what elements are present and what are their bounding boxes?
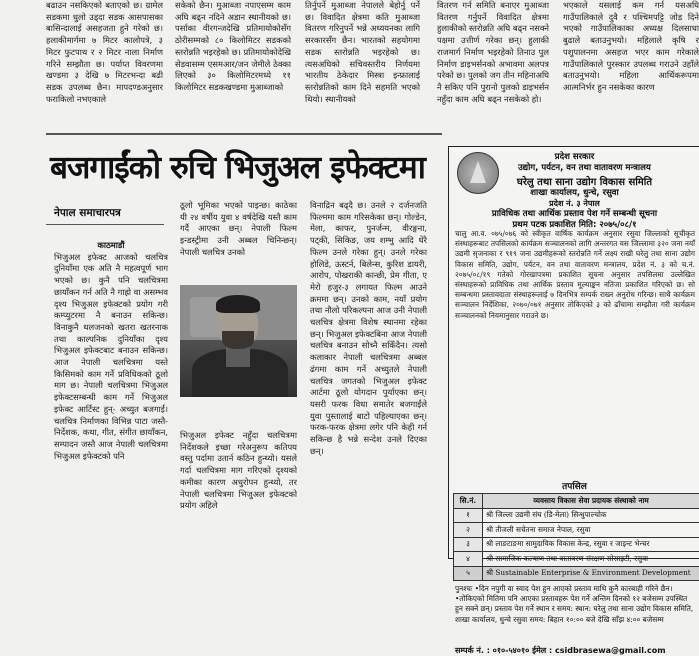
article-column-1-text: भिजुअल इफेक्ट आजको चलचित्र दुनियाँमा एक अति नै महत्वपूर्ण भाग भएको छ। कुनै पनि चलचित्रमा छायाँकन गर्न अति नै गाह्रो वा असम्भव दृश्य भिजुअल इफेक्टको प्रयोग गरी कम्प्युटरमा नै बनाउन सकिन्छ। विनाकुनै थलजनको खतरा खतरनाक तथा काल्पनिक दुनियाँका दृश्य भिजुअल इफेक्टबाट बनाउन सकिन्छ। आज नेपाली चलचित्रमा यस्ते किसिमको काम गर्ने प्रविधिकको ठूलो माग छ। नेपाली चलचित्रमा भिजुअल इफेक्टसम्बन्धी काम गर्ने भिजुअल इफेक्ट आर्टिस्ट हुन्- अच्युत बजगाईं। चलचित्र निर्माणका विभिन्न पाटा जस्तै- निर्देशक, कथा, गीत, संगीत छायाँकन, सम्पादन जस्तै आज नेपाली चलचित्रमा भिजुअल इफेक्टको पनि [54, 252, 168, 463]
article-headline: बजगाईंको रुचि भिजुअल इफेक्टमा [50, 146, 445, 190]
row-name: श्री सामाजिक कल्याण तथा वातावरण संरक्षण सोसाइटी, रसुवा [483, 552, 699, 567]
provider-table [453, 493, 699, 581]
top-column-5 [563, 0, 699, 130]
row-number: ३ [454, 537, 483, 552]
ad-contact: सम्पर्क नं. : ०१०-५४०१० ईमेल : csidbrasewa@gmail.com [455, 646, 697, 656]
row-name: श्री तीजली सचेतना समाज नेपाल, रसुवा [483, 523, 699, 538]
byline-divider [46, 224, 164, 225]
table-header-name: व्यवसाय विकास सेवा प्रदायक संस्थाको नाम [483, 494, 699, 509]
ad-table-title: तपसिल [449, 479, 699, 492]
row-number: २ [454, 523, 483, 538]
table-header-sn: सि.नं. [454, 494, 483, 509]
ad-line-2: उद्योग, पर्यटन, वन तथा वातावरण मन्त्रालय [469, 162, 699, 173]
top-column-2-text: सकेको छैन। मुआब्जा नपाएसम्म काम अघि बढ्न नदिने अडान स्थानीयको छ। पर्साका वीरगन्जदेखि प्रतिमायोकोसँग ठोरीसम्मको ८० किलोमिटर सडकको स्तरोन्नति भइरहेको छ। प्रतिमायोकोदेखि सेडवासम्म एसमआर/जन जेमीले ठेक्का लिएको ३० किलोमिटरमध्ये ११ किलोमिटर सडकखण्डमा मुआब्जाको [175, 0, 291, 94]
ad-line-5: प्रदेश नं. ३ नेपाल [449, 198, 699, 209]
ad-line-4: शाखा कार्यालय, धुन्चे, रसुवा [449, 187, 699, 198]
row-name: श्री जिल्ला उद्यमी संघ (डि-मेला) सिन्धुपाल्चोक [483, 508, 699, 523]
top-column-1-text: बढाउन नसकिएको बताएको छ। ग्रामेल सडकमा धुलो उड्दा सडक आसपासका बासिन्दालाई असहजता हुने गरेको छ। हलाकीमार्गमा ७ मिटर कालोपत्रे, ३ मिटर फुटपाथ र २ मिटर नाला निर्माण गरिने सम्झौता छ। पर्याप्त विवरणमा खण्डमा ३ देखि ७ मिटरभन्दा बढी सडक उपलब्ध छैन। मापदण्डअनुसार फराकिलो नभएकाले [46, 0, 163, 105]
government-notice-ad [448, 146, 699, 559]
article-column-2-bottom-text: भिजुअल इफेक्ट नहुँदा चलचित्रमा निर्देशकले इच्छा गरेअनुरूप कतिपय वस्तु पर्दामा उतार्न कठिन हुन्थ्यो। यसले गर्दा चलचित्रमा माग गरिएको दृश्यको कमीका कारण अधुरोपन हुन्थ्यो, तर नेपाली चलचित्रमा भिजुअल इफेक्टको प्रयोग अहिले [180, 430, 297, 512]
article-column-3 [310, 200, 427, 559]
top-column-4 [437, 0, 549, 118]
ad-body-text: चालु आ.व. ०७५/०७६ को स्वीकृत वार्षिक कार्यक्रम अनुसार रसुवा जिल्लाको सूचीकृत संस्थाहरूबाट तपसिलको कार्यक्रम सञ्चालनको लागि अन्तरगत यस जिल्लामा ३२० जना नयाँ उद्यमी सृजनाका र ९१९ जना उद्यमीहरूको स्तरोन्नति गर्ने लक्ष्य राखी घरेलु तथा साना उद्योग विकास समिति, उद्योग, पर्यटन, वन तथा वातावरण मन्त्रालय, प्रदेश नं. ३ को च.नं. २०७५/०८/१९ गतेको गोरखापत्रमा प्रकाशित सूचना अनुसार तपसिलमा उल्लेखित संस्थाहरूको प्राविधिक तथा आर्थिक प्रस्ताव मूल्याङ्कन नतिजा प्रकाशित गरिएको छ। सो सम्बन्धमा प्रस्तावदाता संस्थाहरूलाई ७ दिनभित्र सम्पर्क राख्न अनुरोध गरिन्छ। साथै कार्यक्रम सञ्चालन निर्देशिका, २०७०/०७१ अनुसार तोकिएको ३ को ढाँचामा सम्झौता गरी कार्यक्रम सञ्चालनको नियमानुसार गराउने छ। [455, 229, 695, 321]
article-column-2-bottom [180, 430, 297, 559]
article-column-2-top-text: ठूलो भूमिका भएको पाइन्छ। काठेका यी २४ वर्षीय युवा ४ वर्षदेखि यस्तै काम गर्दै आएका छन्। नेपाली फिल्म इन्डस्ट्रीमा उनी अब्बल चिनिन्छन्। नेपाली चलचित्र उनको [180, 200, 297, 259]
ad-line-7: प्रथम पटक प्रकाशित मिति: २०७५/०८/१ [449, 219, 699, 230]
article-column-2-top [180, 200, 297, 284]
table-row [454, 566, 699, 581]
row-number: १ [454, 508, 483, 523]
top-column-2 [175, 0, 291, 108]
table-row [454, 508, 699, 523]
byline: नेपाल समाचारपत्र [54, 206, 121, 220]
top-column-4-text: वितरण गर्न समिति बनाएर मुआब्जा वितरण गर्नुपर्ने विवादित क्षेत्रमा हुलाकीको स्तरोन्नति अघि बढ्न नसक्ने पक्षमा उत्तीर्ण गरेका छन्। हुलाकी राजमार्ग निर्माण भइरहेको तिनाउ पुल निर्माण डाइभर्सनको अभावमा अलपत्र परेको छ। पुलको जग तीन महिनाअघि नै सकिए पनि पुरानो पुलको डाइभर्सन नहुँदा काम अघि बढ्न नसकेको हो। [437, 0, 549, 105]
ad-line-6: प्राविधिक तथा आर्थिक प्रस्ताव पेश गर्ने सम्बन्धी सूचना [449, 208, 699, 219]
row-name: श्री Sustainable Enterprise & Environment Development [483, 566, 699, 581]
table-row [454, 537, 699, 552]
article-column-3-text: विनाद्रिन बढ्दै छ। उनले २ दर्जनजति फिल्ममा काम गरिसकेका छन्। गोल्डेन, मेला, काफर, पुनर्जन्म, वीरङ्गना, पट्की, सिकिङ, जय शम्भु आदि धेरै फिल्म उनले गरेका हुन्। उनले गरेका होलिडे, ऊस्टर्न, बिलेन्स, कुरिश डायरी, आरोप, पोखराकी कान्छी, प्रेम गीता, ए मेरो हजुर-३ लगायत फिल्म आउने क्रममा छन्। उनको काम, नयाँ प्रयोग तथा नौलो परिकल्पना आज उनी नेपाली चलचित्र क्षेत्रमा विशेष स्थानमा रहेका छन्। भिजुअल इफेक्टबिना आज नेपाली चलचित्र बनाउन सोच्नै सकिँदैन। त्यसो कलाकार नेपाली चलचित्रमा अब्बल ढंगमा काम गर्ने अच्युतले नेपाली चलचित्र जगतको भिजुअल इफेक्ट आर्टमा ठूलो योगदान पुर्याएका छन्। यसरी फरक विधा समातेर बजगाईंले युवा पुस्तालाई बाटो पहिल्याएका छन्। फरक-फरक क्षेत्रमा लगेर पनि केही गर्न सकिन्छ है भन्ने सन्देश उनले दिएका छन्। [310, 200, 427, 457]
top-column-3-text: तिर्नुपर्ने मुआब्जा नेपालले बेहोर्नु पर्ने छ। विवादित क्षेत्रमा कति मुआब्जा वितरण गरिनुपर्ने भन्ने अध्ययनका लागि सरकारसँग छैन। भारतको सहयोगमा सडक स्तरोन्नति भइरहेको छ। त्यसअघिको सचिवस्तरीय निर्णयमा भारतीय ठेकेदार मिस्त्रा इन्फ्रालाई स्तरोन्नतिको काम दिने सहमति भएको थियो। स्थानीयको [305, 0, 420, 105]
ad-line-3: घरेलु तथा साना उद्योग विकास समिति [469, 174, 699, 188]
ad-line-1: प्रदेश सरकार [449, 151, 699, 162]
top-column-5-text: भएकाले यसलाई कम गर्न यसअघि गाउँपालिकाले दुवै र पश्चिमपट्टि जोड दिने भएको गाउँपालिकाका अध्यक्ष दिलसाधा बुढाले बताउनुभयो। महिलाले कृषि र पशुपालनमा असहज भएर काम गरेकाले गाउँपालिकाले पुरस्कार उपलब्ध गराउने उहाँले बताउनुभयो। महिला आर्थिकरूपमा आत्मनिर्भर हुन नसकेका कारण [563, 0, 699, 94]
ad-footer [455, 584, 697, 656]
section-divider [46, 133, 442, 135]
row-number: ५ [454, 566, 483, 581]
row-number: ४ [454, 552, 483, 567]
article-column-1 [54, 240, 168, 559]
portrait-photo [180, 285, 297, 397]
dateline: काठमाडौं [54, 240, 168, 252]
row-name: श्री लाङटाङमा सामुदायिक विकास केन्द्र, रसुवा र जाइन्ट भेन्चर [483, 537, 699, 552]
table-row [454, 523, 699, 538]
ad-footer-text: पुनश्चः •दिन नपुगी वा स्याद पेश हुन आएको प्रस्ताव माथि कुनै कारबाही गरिने छैन। •तोकिएको मितिमा पनि आएका प्रस्तावहरू पेश गर्ने अन्तिम दिनको १२ बजेसम्म उपस्थित हुन सक्ने छन्। प्रस्ताव पेश गर्ने स्थान र समय: स्थान: घरेलु तथा साना उद्योग विकास समिति, शाखा कार्यालय, धुन्चे रसुवा समय: बिहान १०:०० बजे देखि साँझ ४:०० बजेसम्म [455, 584, 697, 644]
top-column-3 [305, 0, 420, 108]
top-column-1 [46, 0, 163, 108]
